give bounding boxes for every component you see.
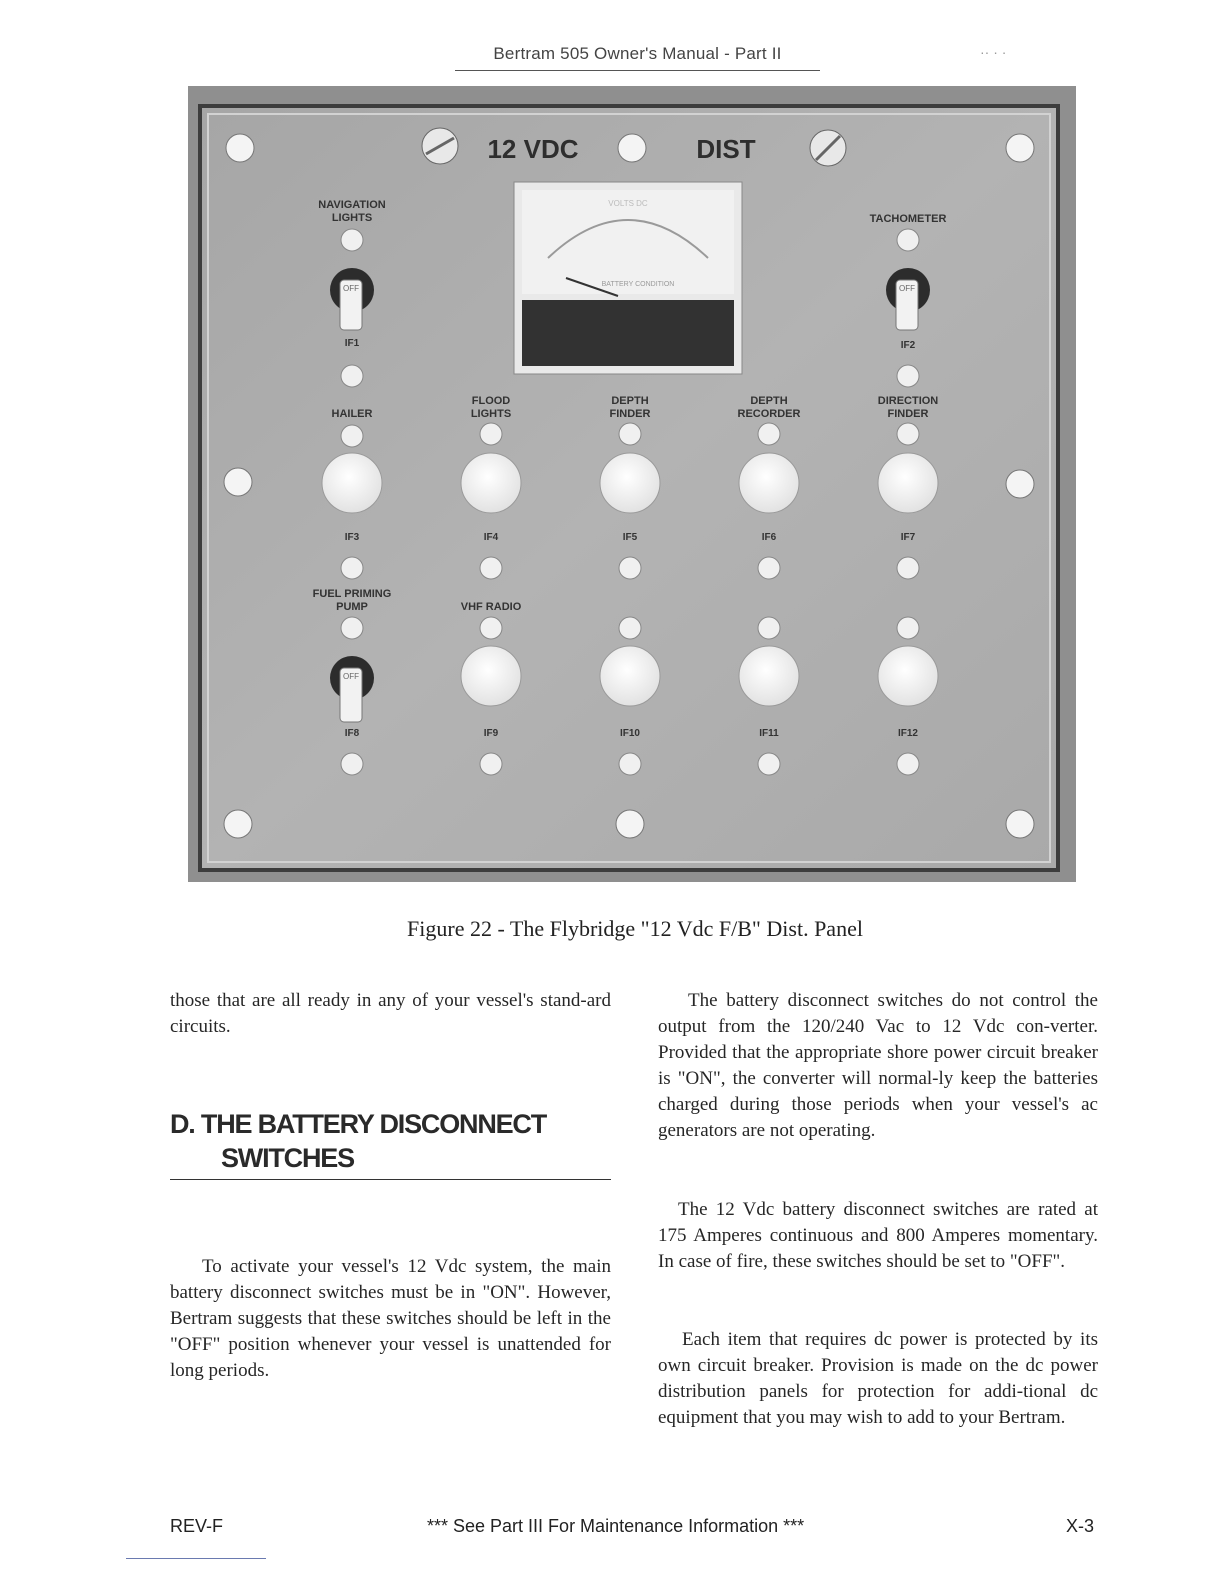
breaker-id: IF6: [761, 532, 777, 543]
figure-caption: Figure 22 - The Flybridge "12 Vdc F/B" Dist. Panel: [407, 916, 863, 941]
panel-title-right: DIST: [696, 134, 756, 164]
mount-screw: [1006, 134, 1034, 162]
label-flood-lights-1: FLOOD: [471, 395, 511, 407]
left-paragraph-1: those that are all ready in any of your vessel's stand-ard circuits.: [170, 990, 611, 1037]
meter-label: BATTERY CONDITION: [601, 281, 675, 288]
label-vhf-radio: VHF RADIO: [460, 601, 522, 613]
section-heading-line-1: D. THE BATTERY DISCONNECT: [170, 1109, 547, 1139]
label-direction-finder-1: DIRECTION: [877, 395, 939, 407]
label-depth-recorder-2: RECORDER: [737, 408, 801, 420]
breaker-id: IF11: [759, 728, 779, 739]
label-tachometer: TACHOMETER: [869, 213, 947, 225]
label-flood-lights-2: LIGHTS: [470, 408, 512, 420]
breaker-id: IF4: [483, 532, 499, 543]
breaker-id: IF8: [344, 728, 360, 739]
header-scan-marks: ·· · ·: [980, 44, 1007, 60]
breaker-id: IF7: [900, 532, 916, 543]
breaker-id: IF9: [483, 728, 499, 739]
right-paragraph-1: The battery disconnect switches do not control the output from the 120/240 Vac to 12 Vdc con-verter. Provided that the appropriate shore power circuit breaker is "ON", the converter will normal-ly keep the batteries charged during those periods when your vessel's ac generators are not operating.: [658, 990, 1098, 1141]
mount-screw: [226, 134, 254, 162]
footer-rule: [126, 1558, 266, 1559]
switch-off-label: OFF: [899, 284, 915, 293]
right-paragraph-2: The 12 Vdc battery disconnect switches are rated at 175 Amperes continuous and 800 Amperes momentary. In case of fire, these switches should be set to "OFF".: [658, 1199, 1098, 1272]
switch-off-label: OFF: [343, 284, 359, 293]
dist-panel-illustration: [188, 86, 1076, 882]
breaker-id: IF3: [344, 532, 360, 543]
footer-page-number: X-3: [1066, 1516, 1095, 1536]
breaker-id: IF12: [897, 728, 919, 739]
mount-screw: [616, 810, 644, 838]
label-navigation-lights-2: LIGHTS: [331, 212, 373, 224]
panel-photo: [188, 86, 1076, 882]
label-hailer: HAILER: [331, 408, 373, 420]
breaker-id: IF10: [619, 728, 641, 739]
label-direction-finder-2: FINDER: [887, 408, 929, 420]
breaker-id: IF1: [344, 338, 360, 349]
running-header: Bertram 505 Owner's Manual - Part II: [455, 44, 820, 71]
section-heading: [170, 1107, 611, 1180]
label-depth-recorder-1: DEPTH: [750, 395, 788, 407]
breaker-id: IF5: [622, 532, 638, 543]
panel-title-left: 12 VDC: [487, 134, 579, 164]
section-heading-line-2: SWITCHES: [221, 1143, 354, 1173]
label-fuel-priming-pump-2: PUMP: [336, 601, 368, 613]
mount-screw: [1006, 470, 1034, 498]
footer-revision: REV-F: [170, 1516, 224, 1536]
breaker-id: IF2: [900, 340, 916, 351]
label-depth-finder-2: FINDER: [609, 408, 651, 420]
right-paragraph-3: Each item that requires dc power is protected by its own circuit breaker. Provision is made on the dc power distribution panels for protection for addi-tional dc equipment that you may wish to add to your Bertram.: [658, 1329, 1098, 1428]
label-depth-finder-1: DEPTH: [611, 395, 649, 407]
mount-screw: [618, 134, 646, 162]
label-navigation-lights-1: NAVIGATION: [318, 199, 386, 211]
meter-scale-label: VOLTS DC: [608, 199, 648, 208]
mount-screw: [224, 810, 252, 838]
mount-screw: [224, 468, 252, 496]
meter-black-window: [522, 300, 734, 366]
footer-note: *** See Part III For Maintenance Information ***: [427, 1516, 805, 1536]
switch-off-label: OFF: [343, 672, 359, 681]
left-paragraph-2: To activate your vessel's 12 Vdc system, the main battery disconnect switches must be in "ON". However, Bertram suggests that these switches should be left in the "OFF" position whenever your vessel is unattended for long periods.: [170, 1256, 611, 1381]
label-fuel-priming-pump-1: FUEL PRIMING: [312, 588, 392, 600]
mount-screw: [1006, 810, 1034, 838]
